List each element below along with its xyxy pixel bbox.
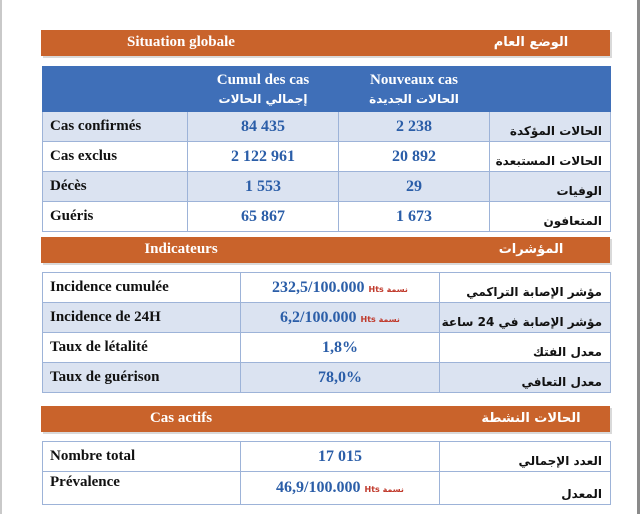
table-row [43,202,611,232]
cas-actifs-banner [41,406,610,432]
row-value [241,273,440,303]
table-row [43,112,611,142]
situation-table [42,66,611,232]
table-row [43,142,611,172]
banner-title-fr: Cas actifs [149,410,213,426]
indicateurs-banner [41,237,610,263]
table-row [43,273,611,303]
row-nouveaux-value: 20 892 [339,142,490,172]
row-value-number: 46,9/100.000 [276,479,361,496]
row-value: 17 015 [241,442,440,472]
situation-globale-banner [41,30,610,56]
row-label-ar: الحالات المؤكدة [490,112,611,142]
row-label-ar: الوفيات [490,172,611,202]
row-label-fr: Taux de létalité [43,333,241,363]
header-nouveaux [339,67,490,112]
row-label-ar: معدل التعافي [440,363,611,393]
row-label-ar: العدد الإجمالي [440,442,611,472]
row-label-ar: الحالات المستبعدة [490,142,611,172]
row-label-fr: Nombre total [43,442,241,472]
banner-title-ar: الحالات النشطة [481,411,581,426]
banner-title-ar: المؤشرات [498,242,564,257]
row-value-suffix: Hts نسمة [364,485,404,494]
row-value-number: 232,5/100.000 [272,278,365,296]
banner-title-fr: Situation globale [127,34,235,50]
row-value: 78,0% [241,363,440,393]
row-label-fr: Prévalence [43,472,241,505]
row-label-ar: مؤشر الإصابة التراكمي [440,273,611,303]
row-label-fr: Guéris [43,202,188,232]
header-nouveaux-fr: Nouveaux cas [370,72,458,88]
banner-title-fr: Indicateurs [144,241,218,257]
table-row [43,472,611,505]
header-cumul-ar: إجمالي الحالات [218,92,308,106]
table-row [43,442,611,472]
indicateurs-table [42,272,611,393]
row-label-fr: Incidence de 24H [43,303,241,333]
row-value [241,303,440,333]
left-page-edge [0,0,2,514]
header-empty-cell [43,67,188,112]
row-label-ar: مؤشر الإصابة في 24 ساعة [440,303,611,333]
row-label-fr: Décès [43,172,188,202]
row-value-number: 6,2/100.000 [280,308,357,326]
row-cumul-value: 84 435 [188,112,339,142]
row-nouveaux-value: 29 [339,172,490,202]
row-label-fr: Cas confirmés [43,112,188,142]
cas-actifs-table [42,441,611,505]
row-label-fr: Cas exclus [43,142,188,172]
header-empty-cell [490,67,611,112]
header-nouveaux-ar: الحالات الجديدة [369,92,459,106]
table-row [43,172,611,202]
row-label-ar: المتعافون [490,202,611,232]
situation-header-row [43,67,611,112]
row-nouveaux-value: 1 673 [339,202,490,232]
row-cumul-value: 2 122 961 [188,142,339,172]
row-value [241,472,440,505]
row-label-ar: المعدل [440,472,611,505]
header-cumul [188,67,339,112]
row-cumul-value: 65 867 [188,202,339,232]
row-cumul-value: 1 553 [188,172,339,202]
row-value-suffix: Hts نسمة [368,284,408,294]
header-cumul-fr: Cumul des cas [216,72,310,88]
row-value-suffix: Hts نسمة [360,314,400,324]
row-nouveaux-value: 2 238 [339,112,490,142]
table-row [43,333,611,363]
row-label-ar: معدل الفتك [440,333,611,363]
table-row [43,303,611,333]
row-label-fr: Incidence cumulée [43,273,241,303]
row-value: 1,8% [241,333,440,363]
table-row [43,363,611,393]
row-label-fr: Taux de guérison [43,363,241,393]
banner-title-ar: الوضع العام [493,35,569,50]
